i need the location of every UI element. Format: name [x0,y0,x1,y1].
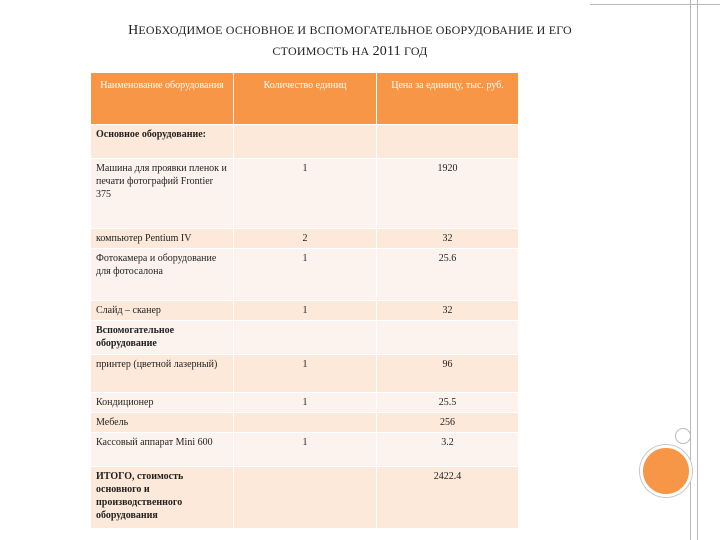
cell-name: Слайд – сканер [91,301,234,321]
cell-price: 32 [377,301,519,321]
cell-price: 2422.4 [377,467,519,529]
cell-quantity [234,413,377,433]
cell-price: 256 [377,413,519,433]
cell-name: Машина для проявки пленок и печати фотографий Frontier 375 [91,159,234,229]
decorative-circle-large [640,445,692,497]
equipment-table [90,72,519,529]
cell-quantity [234,125,377,159]
cell-price: 3.2 [377,433,519,467]
table-body [91,125,519,529]
header-quantity: Количество единиц [234,73,377,125]
table-row [91,159,519,229]
table-row [91,229,519,249]
cell-price [377,321,519,355]
cell-price: 32 [377,229,519,249]
slide-title [70,20,630,62]
title-line-2: СТОИМОСТЬ НА 2011 ГОД [272,44,428,59]
cell-price: 1920 [377,159,519,229]
cell-quantity [234,321,377,355]
cell-name: ИТОГО, стоимость основного и производственного оборудования [91,467,234,529]
cell-price [377,125,519,159]
table-row [91,321,519,355]
table-row [91,433,519,467]
cell-quantity: 2 [234,229,377,249]
table-header-row [91,73,519,125]
cell-quantity: 1 [234,433,377,467]
cell-quantity: 1 [234,301,377,321]
cell-price: 96 [377,355,519,393]
cell-quantity: 1 [234,249,377,301]
frame-line-right-outer [697,0,698,540]
cell-name: Кондиционер [91,393,234,413]
cell-name: компьютер Pentium IV [91,229,234,249]
cell-quantity [234,467,377,529]
cell-quantity: 1 [234,355,377,393]
table-row [91,355,519,393]
frame-line-right-inner [690,0,691,540]
decorative-circle-small [675,428,691,444]
cell-name: Кассовый аппарат Mini 600 [91,433,234,467]
table-row [91,393,519,413]
table-row [91,413,519,433]
table-row [91,301,519,321]
table-row [91,467,519,529]
cell-name: Основное оборудование: [91,125,234,159]
cell-quantity: 1 [234,159,377,229]
cell-quantity: 1 [234,393,377,413]
cell-price: 25.6 [377,249,519,301]
cell-name: Фотокамера и оборудование для фотосалона [91,249,234,301]
cell-name: Вспомогательное оборудование [91,321,234,355]
table-row [91,249,519,301]
cell-price: 25.5 [377,393,519,413]
header-name: Наименование оборудования [91,73,234,125]
cell-name: Мебель [91,413,234,433]
title-line-1: НЕОБХОДИМОЕ ОСНОВНОЕ И ВСПОМОГАТЕЛЬНОЕ ОБОРУДОВАНИЕ И ЕГО [128,23,572,38]
frame-line-top [590,4,720,5]
header-price: Цена за единицу, тыс. руб. [377,73,519,125]
cell-name: принтер (цветной лазерный) [91,355,234,393]
table-row [91,125,519,159]
